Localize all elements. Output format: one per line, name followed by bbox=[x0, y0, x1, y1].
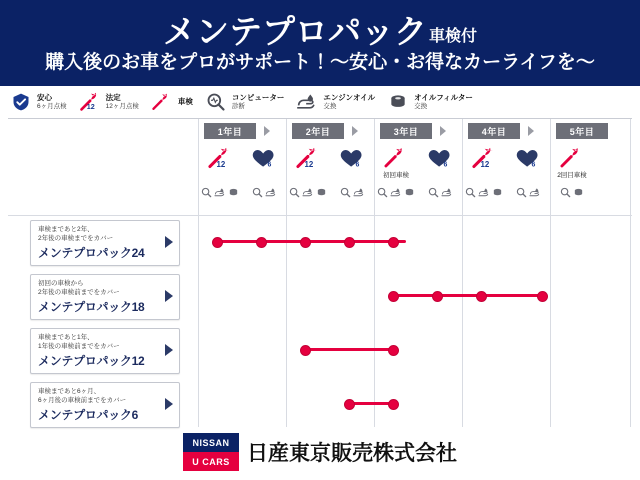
legend bbox=[8, 88, 632, 116]
plan-dot-3-0 bbox=[344, 399, 355, 410]
service-cell-5 bbox=[418, 145, 462, 215]
legend-label-2: 車検 bbox=[177, 97, 193, 107]
plan-card-1[interactable] bbox=[30, 274, 180, 320]
wrench-inspection-icon bbox=[383, 145, 409, 169]
year-chip-5: 5年目 bbox=[556, 123, 608, 139]
legend-text-3 bbox=[232, 93, 285, 111]
year-chip-3: 3年目 bbox=[380, 123, 432, 139]
year-chip-2: 2年目 bbox=[292, 123, 344, 139]
legend-text-1 bbox=[106, 93, 139, 111]
service-cell-8 bbox=[550, 145, 594, 215]
plan-card-3[interactable] bbox=[30, 382, 180, 428]
footer bbox=[0, 430, 640, 474]
legend-item-2 bbox=[149, 88, 193, 116]
hand-oil-icon bbox=[294, 91, 320, 113]
legend-sub-1: 12ヶ月点検 bbox=[105, 102, 139, 110]
plan-card-0[interactable] bbox=[30, 220, 180, 266]
wrench-inspection-icon bbox=[559, 145, 585, 169]
computer-diagnosis-icon bbox=[560, 187, 571, 198]
hand-oil-icon bbox=[265, 187, 277, 198]
heart-6-icon bbox=[427, 145, 453, 169]
plan-bar-2 bbox=[304, 348, 394, 351]
plan-dot-1-1 bbox=[432, 291, 443, 302]
service-cell-4 bbox=[374, 145, 418, 215]
plan-dot-2-0 bbox=[300, 345, 311, 356]
service-cell-2 bbox=[286, 145, 330, 215]
plan-note-0: 車検まであと2年、 2年後の車検までをカバー bbox=[38, 226, 114, 242]
service-cell-small-icons-7 bbox=[516, 185, 541, 199]
page-title-suffix: 車検付 bbox=[428, 28, 477, 45]
computer-diagnosis-icon bbox=[203, 91, 229, 113]
svg-text:12: 12 bbox=[304, 159, 314, 169]
legend-item-1 bbox=[77, 88, 139, 116]
plan-name-3: メンテプロパック6 bbox=[38, 408, 138, 422]
legend-text-4 bbox=[323, 93, 375, 111]
oil-filter-icon bbox=[492, 187, 503, 198]
service-cell-small-icons-6 bbox=[465, 185, 503, 199]
year-band bbox=[8, 123, 632, 141]
oil-filter-icon bbox=[228, 187, 239, 198]
year-arrow-4 bbox=[528, 126, 534, 136]
legend-label-1: 法定 bbox=[105, 93, 121, 103]
heart-6-icon bbox=[339, 145, 365, 169]
plan-row-3 bbox=[8, 382, 632, 428]
computer-diagnosis-icon bbox=[201, 187, 212, 198]
service-cell-small-icons-0 bbox=[201, 185, 239, 199]
service-cell-small-icons-3 bbox=[340, 185, 365, 199]
service-cell-3 bbox=[330, 145, 374, 215]
oil-filter-icon bbox=[316, 187, 327, 198]
hand-oil-icon bbox=[353, 187, 365, 198]
plan-dot-1-2 bbox=[476, 291, 487, 302]
year-chip-4: 4年目 bbox=[468, 123, 520, 139]
wrench-12-icon bbox=[77, 91, 103, 113]
legend-text-0 bbox=[37, 93, 67, 111]
plan-note-1: 初回の車検から 2年後の車検前までをカバー bbox=[38, 280, 120, 296]
header-banner bbox=[0, 0, 640, 86]
chevron-right-icon bbox=[165, 398, 173, 410]
legend-label-3: コンピューター bbox=[231, 93, 285, 103]
service-cell-label-4: 初回車検 bbox=[383, 172, 409, 179]
plan-dot-3-1 bbox=[388, 399, 399, 410]
legend-label-5: オイルフィルター bbox=[414, 93, 473, 103]
plan-row-1 bbox=[8, 274, 632, 320]
plan-dot-1-0 bbox=[388, 291, 399, 302]
wrench-12-icon bbox=[294, 145, 322, 169]
legend-item-0 bbox=[8, 88, 67, 116]
service-cell-small-icons-5 bbox=[428, 185, 453, 199]
svg-text:6: 6 bbox=[443, 161, 448, 169]
hand-oil-icon bbox=[441, 187, 453, 198]
plan-dot-0-0 bbox=[212, 237, 223, 248]
legend-text-2 bbox=[178, 97, 193, 106]
page-subtitle: 購入後のお車をプロがサポート！〜安心・お得なカーライフを〜 bbox=[45, 52, 595, 73]
legend-sub-4: 交換 bbox=[323, 102, 337, 110]
plan-name-1: メンテプロパック18 bbox=[38, 300, 145, 314]
legend-sub-5: 交換 bbox=[414, 102, 428, 110]
year-arrow-1 bbox=[264, 126, 270, 136]
svg-text:12: 12 bbox=[86, 102, 95, 112]
plan-row-0 bbox=[8, 220, 632, 266]
service-cell-7 bbox=[506, 145, 550, 215]
hand-oil-icon bbox=[529, 187, 541, 198]
legend-sub-0: 6ヶ月点検 bbox=[37, 102, 67, 110]
service-icon-matrix bbox=[8, 145, 632, 215]
logo-bottom-text: U CARS bbox=[183, 452, 239, 471]
plan-name-2: メンテプロパック12 bbox=[38, 354, 145, 368]
heart-6-icon bbox=[515, 145, 541, 169]
svg-text:6: 6 bbox=[267, 161, 272, 169]
chevron-right-icon bbox=[165, 236, 173, 248]
logo-top-text: NISSAN bbox=[183, 433, 239, 452]
chevron-right-icon bbox=[165, 344, 173, 356]
wrench-12-icon bbox=[470, 145, 498, 169]
svg-text:12: 12 bbox=[216, 159, 226, 169]
chevron-right-icon bbox=[165, 290, 173, 302]
plan-bar-1 bbox=[396, 294, 542, 297]
svg-text:6: 6 bbox=[355, 161, 360, 169]
legend-text-5 bbox=[414, 93, 473, 111]
computer-diagnosis-icon bbox=[516, 187, 527, 198]
plan-dot-2-1 bbox=[388, 345, 399, 356]
oil-filter-icon bbox=[385, 91, 411, 113]
plan-name-0: メンテプロパック24 bbox=[38, 246, 145, 260]
computer-diagnosis-icon bbox=[428, 187, 439, 198]
nissan-ucars-logo bbox=[183, 433, 239, 471]
computer-diagnosis-icon bbox=[252, 187, 263, 198]
plan-rows bbox=[8, 216, 632, 426]
computer-diagnosis-icon bbox=[465, 187, 476, 198]
plan-dot-0-4 bbox=[388, 237, 399, 248]
heart-6-icon bbox=[251, 145, 277, 169]
oil-filter-icon bbox=[573, 187, 584, 198]
plan-note-3: 車検まであと6ヶ月、 6ヶ月後の車検前までをカバー bbox=[38, 388, 127, 404]
wrench-icon bbox=[149, 91, 175, 113]
plan-dot-0-1 bbox=[256, 237, 267, 248]
computer-diagnosis-icon bbox=[377, 187, 388, 198]
legend-item-3 bbox=[203, 88, 285, 116]
svg-text:6: 6 bbox=[531, 161, 536, 169]
service-cell-small-icons-2 bbox=[289, 185, 327, 199]
shop-name: 日産東京販売株式会社 bbox=[247, 442, 457, 465]
legend-item-5 bbox=[385, 88, 473, 116]
title-row bbox=[0, 4, 640, 48]
hand-oil-icon bbox=[302, 187, 314, 198]
year-arrow-3 bbox=[440, 126, 446, 136]
plan-note-2: 車検まであと1年、 1年後の車検前までをカバー bbox=[38, 334, 120, 350]
oil-filter-icon bbox=[404, 187, 415, 198]
year-arrow-2 bbox=[352, 126, 358, 136]
hand-oil-icon bbox=[214, 187, 226, 198]
service-cell-1 bbox=[242, 145, 286, 215]
computer-diagnosis-icon bbox=[340, 187, 351, 198]
legend-item-4 bbox=[294, 88, 375, 116]
plan-row-2 bbox=[8, 328, 632, 374]
plan-dot-0-2 bbox=[300, 237, 311, 248]
service-cell-small-icons-4 bbox=[377, 185, 415, 199]
year-chip-1: 1年目 bbox=[204, 123, 256, 139]
hand-oil-icon bbox=[478, 187, 490, 198]
plan-card-2[interactable] bbox=[30, 328, 180, 374]
service-cell-6 bbox=[462, 145, 506, 215]
computer-diagnosis-icon bbox=[289, 187, 300, 198]
page-title: メンテプロパック bbox=[162, 13, 427, 50]
svg-text:12: 12 bbox=[480, 159, 490, 169]
legend-label-0: 安心 bbox=[37, 93, 52, 103]
service-cell-small-icons-8 bbox=[560, 185, 584, 199]
service-cell-label-8: 2回目車検 bbox=[557, 172, 587, 179]
service-cell-0 bbox=[198, 145, 242, 215]
plan-dot-0-3 bbox=[344, 237, 355, 248]
shield-check-icon bbox=[8, 91, 34, 113]
legend-label-4: エンジンオイル bbox=[323, 93, 376, 103]
wrench-12-icon bbox=[206, 145, 234, 169]
legend-sub-3: 診断 bbox=[231, 102, 245, 110]
plan-dot-1-3 bbox=[537, 291, 548, 302]
plan-bar-0 bbox=[216, 240, 406, 243]
service-cell-small-icons-1 bbox=[252, 185, 277, 199]
hand-oil-icon bbox=[390, 187, 402, 198]
